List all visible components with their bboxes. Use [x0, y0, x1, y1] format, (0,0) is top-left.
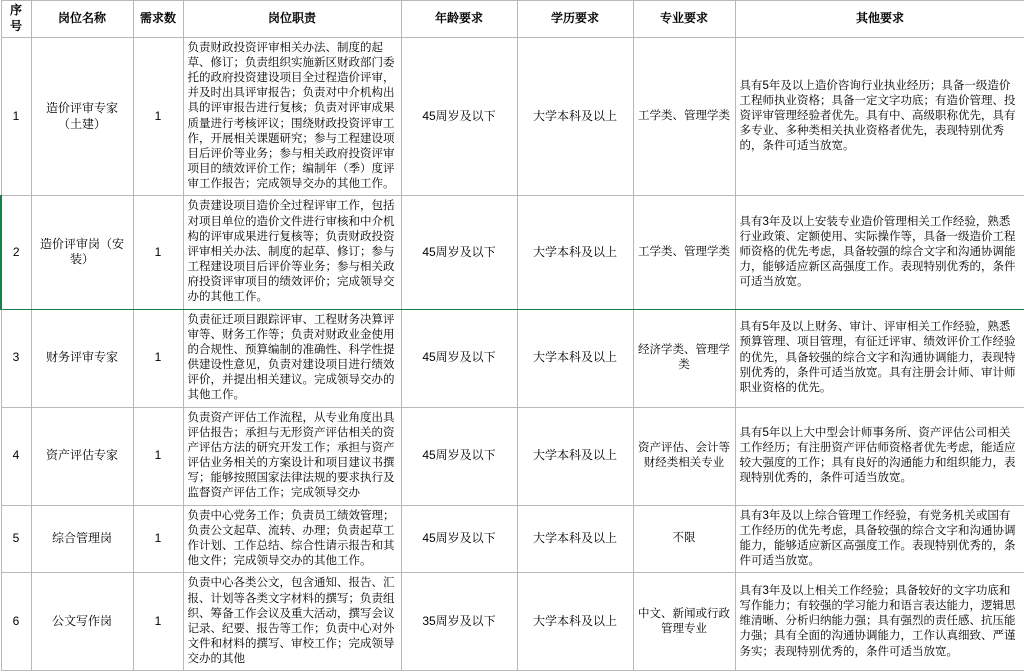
column-header-other[interactable]: 其他要求: [735, 1, 1024, 38]
cell-education[interactable]: 大学本科及以上: [517, 196, 633, 309]
cell-count[interactable]: 1: [133, 196, 183, 309]
cell-other[interactable]: 具有5年以上大中型会计师事务所、资产评估公司相关工作经历；有注册资产评估师资格者优先考虑，能适应较大强度的工作；具有良好的沟通能力和组织能力，表现特别优秀的，条件可适当放宽。: [735, 407, 1024, 505]
cell-other[interactable]: 具有3年及以上综合管理工作经验，有党务机关或国有工作经历的优先考虑，具备较强的综合文字和沟通协调能力，能够适应新区高强度工作。表现特别优秀的，条件可适当放宽。: [735, 505, 1024, 573]
cell-index[interactable]: 3: [1, 309, 31, 407]
cell-education[interactable]: 大学本科及以上: [517, 573, 633, 671]
cell-count[interactable]: 1: [133, 37, 183, 196]
column-header-education[interactable]: 学历要求: [517, 1, 633, 38]
cell-duty[interactable]: 负责财政投资评审相关办法、制度的起草、修订；负责组织实施新区财政部门委托的政府投资建设项目全过程造价评审，并及时出具评审报告；负责对中介机构出具的评审报告进行复核；负责对评审成果质量进行考核评议；围绕财政投资评审工作，开展相关课题研究；参与工程建设项目后评价等业务；参与相关政府投资评审项目的绩效评价工作；编制年（季）度评审工作报告；完成领导交办的其他工作。: [183, 37, 401, 196]
cell-index[interactable]: 1: [1, 37, 31, 196]
cell-duty[interactable]: 负责中心各类公文，包含通知、报告、汇报、计划等各类文字材料的撰写；负责组织、筹备工作会议及重大活动，撰写会议记录、纪要、报告等工作；负责中心对外文件和材料的撰写、审校工作；完成领导交办的其他: [183, 573, 401, 671]
cell-count[interactable]: 1: [133, 573, 183, 671]
cell-position-name[interactable]: 综合管理岗: [31, 505, 133, 573]
cell-major[interactable]: 资产评估、会计等财经类相关专业: [633, 407, 735, 505]
cell-education[interactable]: 大学本科及以上: [517, 505, 633, 573]
cell-education[interactable]: 大学本科及以上: [517, 407, 633, 505]
cell-duty[interactable]: 负责建设项目造价全过程评审工作，包括对项目单位的造价文件进行审核和中介机构的评审成果进行复核等；负责财政投资评审相关办法、制度的起草、修订；参与工程建设项目后评价等业务；参与相关政府投资评审项目的绩效评价；完成领导交办的其他工作。: [183, 196, 401, 309]
cell-duty[interactable]: 负责征迁项目跟踪评审、工程财务决算评审等、财务工作等；负责对财政业金使用的合规性、预算编制的准确性、科学性提供建设性意见，负责对建设项目进行绩效评价，并提出相关建议。完成领导交办的其他工作。: [183, 309, 401, 407]
cell-position-name[interactable]: 资产评估专家: [31, 407, 133, 505]
cell-position-name[interactable]: 财务评审专家: [31, 309, 133, 407]
cell-major[interactable]: 经济学类、管理学类: [633, 309, 735, 407]
cell-index[interactable]: 5: [1, 505, 31, 573]
cell-age[interactable]: 35周岁及以下: [401, 573, 517, 671]
cell-count[interactable]: 1: [133, 309, 183, 407]
column-header-age[interactable]: 年龄要求: [401, 1, 517, 38]
cell-index[interactable]: 2: [1, 196, 31, 309]
cell-age[interactable]: 45周岁及以下: [401, 196, 517, 309]
cell-age[interactable]: 45周岁及以下: [401, 407, 517, 505]
cell-count[interactable]: 1: [133, 505, 183, 573]
table-row[interactable]: [1, 573, 1024, 671]
cell-other[interactable]: 具有3年及以上安装专业造价管理相关工作经验，熟悉行业政策、定额使用、实际操作等，具备一级造价工程师资格的优先考虑，具备较强的综合文字和沟通协调能力，能够适应新区高强度工作。表现特别优秀的，条件可适当放宽。: [735, 196, 1024, 309]
column-header-count[interactable]: 需求数: [133, 1, 183, 38]
cell-major[interactable]: 工学类、管理学类: [633, 37, 735, 196]
table-header-row: [1, 1, 1024, 38]
cell-major[interactable]: 中文、新闻或行政管理专业: [633, 573, 735, 671]
cell-education[interactable]: 大学本科及以上: [517, 309, 633, 407]
table-row[interactable]: [1, 407, 1024, 505]
cell-age[interactable]: 45周岁及以下: [401, 505, 517, 573]
cell-position-name[interactable]: 造价评审专家（土建）: [31, 37, 133, 196]
cell-index[interactable]: 6: [1, 573, 31, 671]
cell-other[interactable]: 具有5年及以上财务、审计、评审相关工作经验，熟悉预算管理、项目管理，有征迁评审、绩效评价工作经验的优先，具备较强的综合文字和沟通协调能力，表现特别优秀的，条件可适当放宽。具有注册会计师、审计师职业资格的优先。: [735, 309, 1024, 407]
table-row[interactable]: [1, 196, 1024, 309]
column-header-major[interactable]: 专业要求: [633, 1, 735, 38]
column-header-position-name[interactable]: 岗位名称: [31, 1, 133, 38]
column-header-index[interactable]: 序号: [1, 1, 31, 38]
cell-age[interactable]: 45周岁及以下: [401, 37, 517, 196]
cell-major[interactable]: 不限: [633, 505, 735, 573]
cell-position-name[interactable]: 造价评审岗（安装）: [31, 196, 133, 309]
cell-index[interactable]: 4: [1, 407, 31, 505]
cell-age[interactable]: 45周岁及以下: [401, 309, 517, 407]
table-row[interactable]: [1, 505, 1024, 573]
cell-other[interactable]: 具有5年及以上造价咨询行业执业经历；具备一级造价工程师执业资格；具备一定文字功底；有造价管理、投资评审管理经验者优先。具有中、高级职称优先，具有多专业、多种类相关执业资格者优先，表现特别优秀的，条件可适当放宽。: [735, 37, 1024, 196]
cell-position-name[interactable]: 公文写作岗: [31, 573, 133, 671]
cell-duty[interactable]: 负责中心党务工作；负责员工绩效管理；负责公文起草、流转、办理；负责起草工作计划、工作总结、综合性请示报告和其他文件；完成领导交办的其他工作。: [183, 505, 401, 573]
cell-major[interactable]: 工学类、管理学类: [633, 196, 735, 309]
cell-other[interactable]: 具有3年及以上相关工作经验；具备较好的文字功底和写作能力；有较强的学习能力和语言表达能力，逻辑思维清晰、分析归纳能力强；具有强烈的责任感、抗压能力强；具有全面的沟通协调能力，工作认真细致、严谨务实；表现特别优秀的，条件可适当放宽。: [735, 573, 1024, 671]
cell-count[interactable]: 1: [133, 407, 183, 505]
table-row[interactable]: [1, 37, 1024, 196]
table-row[interactable]: [1, 309, 1024, 407]
cell-duty[interactable]: 负责资产评估工作流程，从专业角度出具评估报告；承担与无形资产评估相关的资产评估方法的研究开发工作；承担与资产评估业务相关的方案设计和项目建议书撰写；能够按照国家法律法规的要求执行及监督资产评估工作；完成领导交办: [183, 407, 401, 505]
column-header-duty[interactable]: 岗位职责: [183, 1, 401, 38]
cell-education[interactable]: 大学本科及以上: [517, 37, 633, 196]
